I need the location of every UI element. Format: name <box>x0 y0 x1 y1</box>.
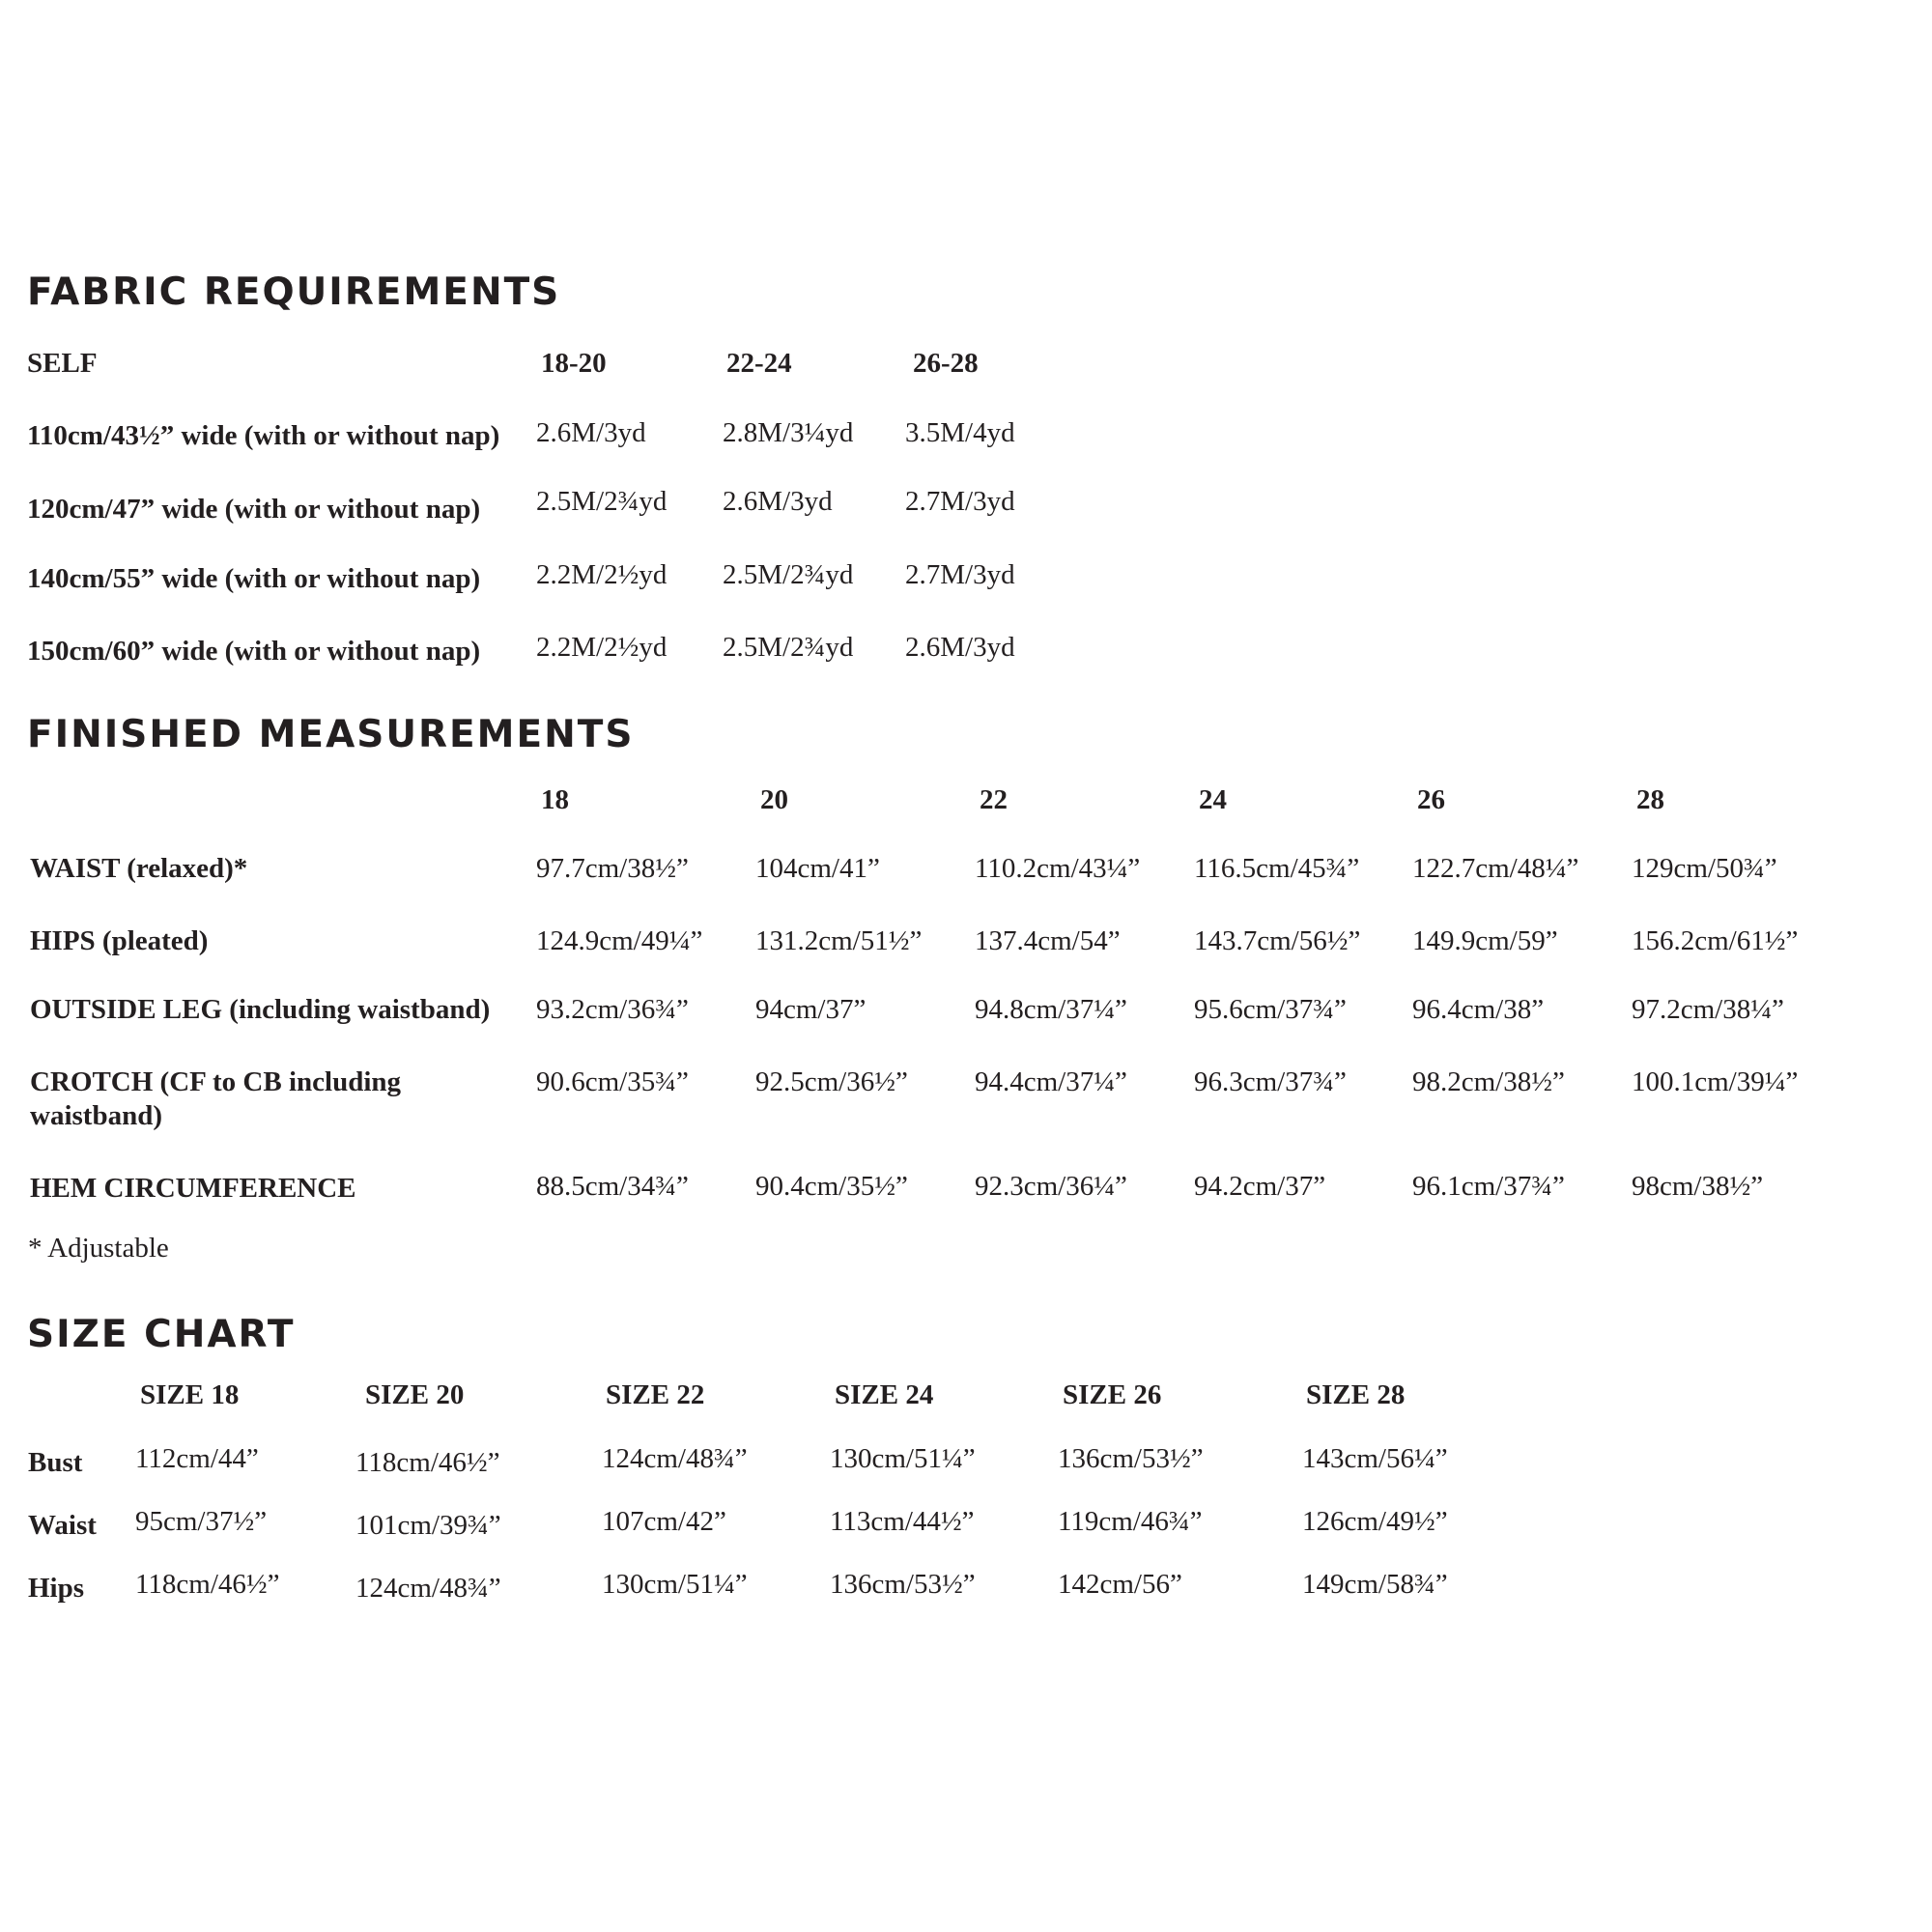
fabric-cell: 2.8M/3¼yd <box>723 417 854 448</box>
finished-row-label-continued: waistband) <box>30 1100 162 1131</box>
finished-cell: 143.7cm/56½” <box>1194 925 1361 956</box>
finished-cell: 94.2cm/37” <box>1194 1171 1326 1202</box>
finished-cell: 92.5cm/36½” <box>755 1066 908 1097</box>
finished-col-header: 24 <box>1199 784 1227 815</box>
fabric-cell: 2.5M/2¾yd <box>536 486 668 517</box>
size-cell: 149cm/58¾” <box>1302 1569 1448 1600</box>
finished-cell: 94cm/37” <box>755 994 867 1025</box>
finished-cell: 96.1cm/37¾” <box>1412 1171 1565 1202</box>
size-cell: 107cm/42” <box>602 1506 726 1537</box>
finished-row-label: HIPS (pleated) <box>30 925 209 956</box>
size-cell: 118cm/46½” <box>355 1447 500 1478</box>
size-cell: 136cm/53½” <box>830 1569 976 1600</box>
size-cell: 142cm/56” <box>1058 1569 1182 1600</box>
fabric-cell: 3.5M/4yd <box>905 417 1015 448</box>
fabric-cell: 2.6M/3yd <box>536 417 646 448</box>
finished-cell: 96.3cm/37¾” <box>1194 1066 1347 1097</box>
fabric-cell: 2.5M/2¾yd <box>723 632 854 663</box>
fabric-col-header: 18-20 <box>541 348 607 379</box>
fabric-cell: 2.2M/2½yd <box>536 632 668 663</box>
fabric-row-label: 110cm/43½” wide (with or without nap) <box>27 420 500 451</box>
fabric-cell: 2.7M/3yd <box>905 559 1015 590</box>
fabric-corner-label: SELF <box>27 348 98 379</box>
size-row-label: Hips <box>28 1573 85 1604</box>
size-cell: 119cm/46¾” <box>1058 1506 1203 1537</box>
finished-cell: 95.6cm/37¾” <box>1194 994 1347 1025</box>
size-cell: 113cm/44½” <box>830 1506 975 1537</box>
finished-cell: 100.1cm/39¼” <box>1632 1066 1799 1097</box>
fabric-cell: 2.6M/3yd <box>723 486 833 517</box>
finished-cell: 110.2cm/43¼” <box>975 853 1141 884</box>
finished-cell: 137.4cm/54” <box>975 925 1121 956</box>
finished-row-label: HEM CIRCUMFERENCE <box>30 1173 356 1204</box>
size-chart-heading: SIZE CHART <box>27 1313 296 1356</box>
finished-cell: 90.4cm/35½” <box>755 1171 908 1202</box>
finished-cell: 97.2cm/38¼” <box>1632 994 1784 1025</box>
finished-row-label: OUTSIDE LEG (including waistband) <box>30 994 491 1025</box>
size-cell: 95cm/37½” <box>135 1506 268 1537</box>
finished-cell: 94.4cm/37¼” <box>975 1066 1127 1097</box>
size-cell: 143cm/56¼” <box>1302 1443 1448 1474</box>
fabric-col-header: 26-28 <box>913 348 979 379</box>
size-cell: 124cm/48¾” <box>355 1573 501 1604</box>
size-cell: 101cm/39¾” <box>355 1510 501 1541</box>
finished-col-header: 18 <box>541 784 569 815</box>
fabric-cell: 2.5M/2¾yd <box>723 559 854 590</box>
fabric-row-label: 150cm/60” wide (with or without nap) <box>27 636 481 667</box>
finished-col-header: 28 <box>1636 784 1664 815</box>
size-cell: 126cm/49½” <box>1302 1506 1448 1537</box>
finished-cell: 131.2cm/51½” <box>755 925 923 956</box>
finished-cell: 94.8cm/37¼” <box>975 994 1127 1025</box>
size-col-header: SIZE 18 <box>140 1379 240 1410</box>
size-row-label: Waist <box>28 1510 97 1541</box>
fabric-cell: 2.2M/2½yd <box>536 559 668 590</box>
finished-cell: 97.7cm/38½” <box>536 853 689 884</box>
finished-cell: 156.2cm/61½” <box>1632 925 1799 956</box>
size-col-header: SIZE 22 <box>606 1379 705 1410</box>
finished-cell: 93.2cm/36¾” <box>536 994 689 1025</box>
size-col-header: SIZE 20 <box>365 1379 465 1410</box>
fabric-row-label: 140cm/55” wide (with or without nap) <box>27 563 481 594</box>
fabric-cell: 2.6M/3yd <box>905 632 1015 663</box>
finished-cell: 124.9cm/49¼” <box>536 925 703 956</box>
fabric-cell: 2.7M/3yd <box>905 486 1015 517</box>
size-col-header: SIZE 28 <box>1306 1379 1406 1410</box>
fabric-heading: FABRIC REQUIREMENTS <box>27 270 561 314</box>
size-col-header: SIZE 26 <box>1063 1379 1162 1410</box>
finished-col-header: 22 <box>980 784 1008 815</box>
finished-cell: 149.9cm/59” <box>1412 925 1558 956</box>
finished-cell: 92.3cm/36¼” <box>975 1171 1127 1202</box>
finished-row-label: WAIST (relaxed)* <box>30 853 248 884</box>
finished-row-label: CROTCH (CF to CB including <box>30 1066 402 1097</box>
fabric-col-header: 22-24 <box>726 348 792 379</box>
size-cell: 136cm/53½” <box>1058 1443 1204 1474</box>
size-cell: 130cm/51¼” <box>830 1443 976 1474</box>
finished-cell: 98.2cm/38½” <box>1412 1066 1565 1097</box>
finished-cell: 98cm/38½” <box>1632 1171 1764 1202</box>
finished-cell: 88.5cm/34¾” <box>536 1171 689 1202</box>
size-row-label: Bust <box>28 1447 83 1478</box>
size-cell: 130cm/51¼” <box>602 1569 748 1600</box>
finished-heading: FINISHED MEASUREMENTS <box>27 713 635 756</box>
finished-cell: 122.7cm/48¼” <box>1412 853 1579 884</box>
size-cell: 112cm/44” <box>135 1443 259 1474</box>
finished-col-header: 20 <box>760 784 788 815</box>
finished-cell: 104cm/41” <box>755 853 880 884</box>
fabric-row-label: 120cm/47” wide (with or without nap) <box>27 494 481 525</box>
size-cell: 124cm/48¾” <box>602 1443 748 1474</box>
finished-cell: 129cm/50¾” <box>1632 853 1777 884</box>
size-cell: 118cm/46½” <box>135 1569 280 1600</box>
finished-cell: 116.5cm/45¾” <box>1194 853 1360 884</box>
size-col-header: SIZE 24 <box>835 1379 934 1410</box>
finished-col-header: 26 <box>1417 784 1445 815</box>
finished-cell: 90.6cm/35¾” <box>536 1066 689 1097</box>
adjustable-note: * Adjustable <box>28 1233 169 1264</box>
finished-cell: 96.4cm/38” <box>1412 994 1545 1025</box>
